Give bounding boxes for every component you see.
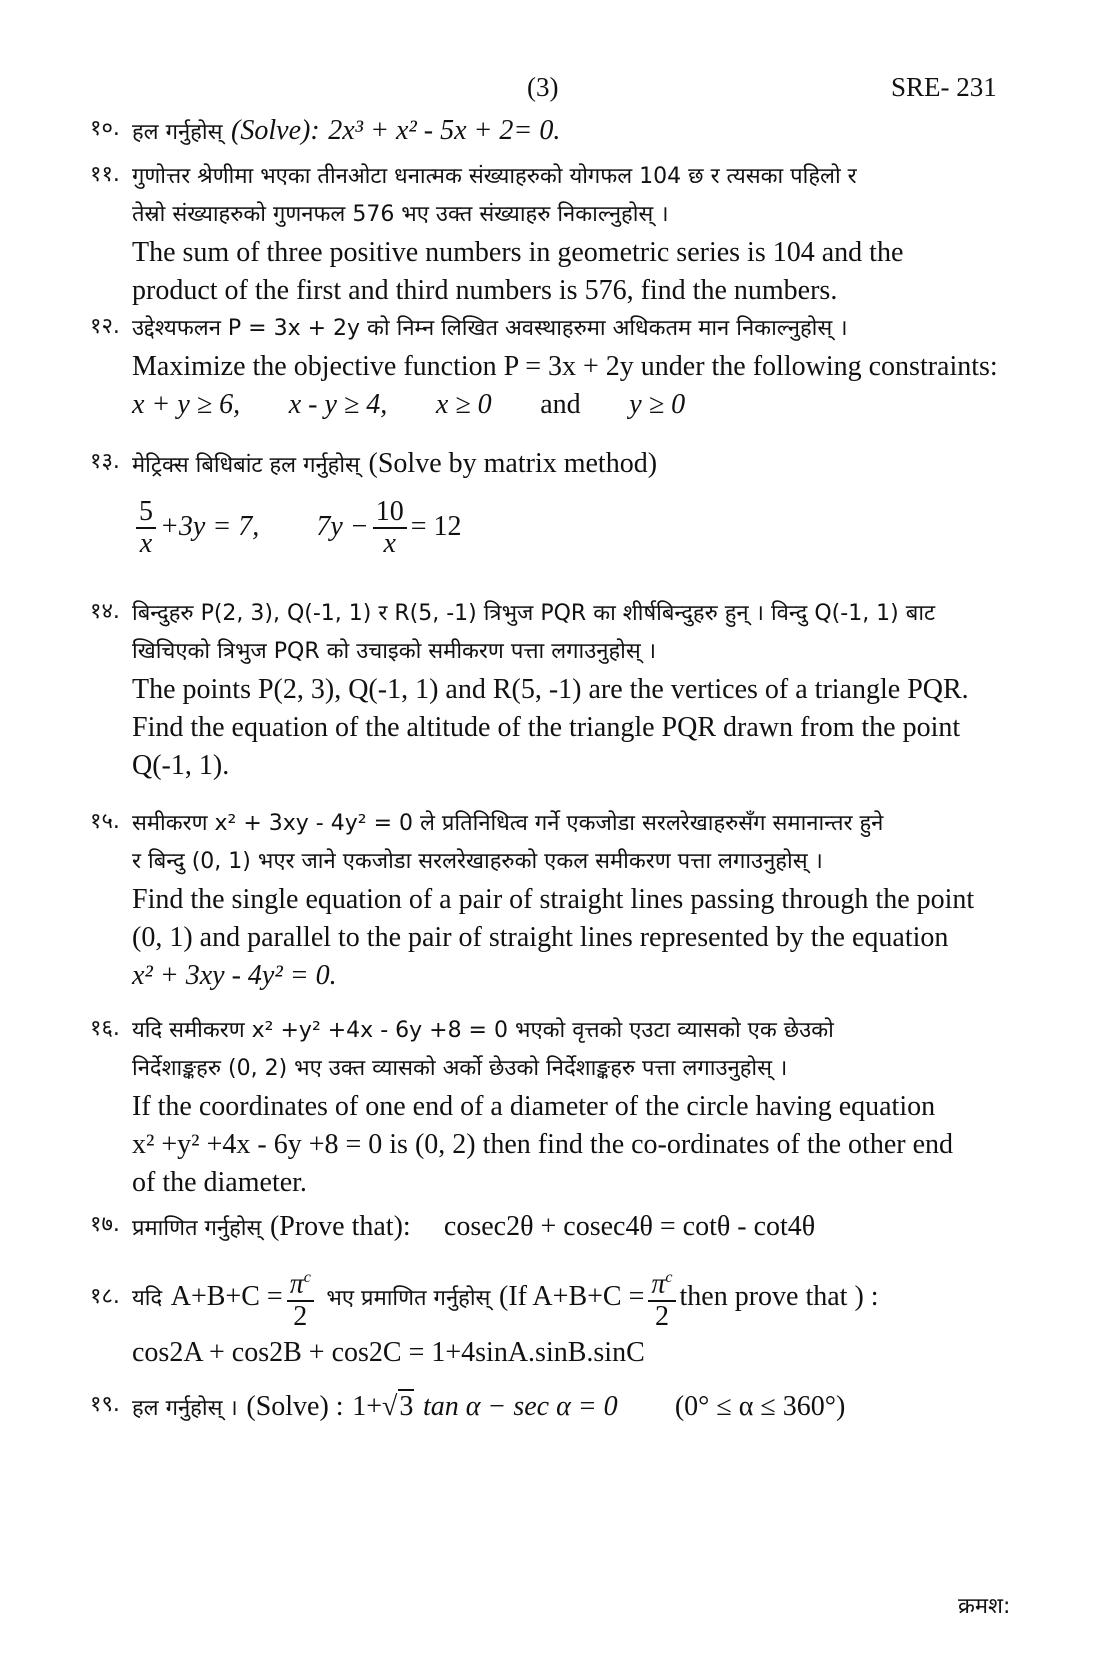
denominator: 2 bbox=[293, 1300, 308, 1332]
english-line: Find the equation of the altitude of the triangle PQR drawn from the point bbox=[132, 712, 961, 743]
english-text: then prove that ) : bbox=[679, 1281, 879, 1312]
nepali-line: उद्देश्यफलन P = 3x + 2y को निम्न लिखित अवस्थाहरुमा अधिकतम मान निकाल्नुहोस् । bbox=[132, 316, 848, 341]
english-text: (Solve by matrix method) bbox=[368, 448, 658, 479]
superscript: c bbox=[665, 1269, 673, 1287]
fraction bbox=[648, 1263, 675, 1331]
english-line: Q(-1, 1). bbox=[132, 750, 230, 781]
question-number: १८. bbox=[90, 1284, 120, 1309]
nepali-text: यदि bbox=[132, 1286, 163, 1311]
fraction bbox=[136, 497, 156, 559]
english-line: product of the first and third numbers is 576, find the numbers. bbox=[132, 275, 838, 306]
nepali-text: मेट्रिक्स बिधिबांट हल गर्नुहोस् bbox=[132, 453, 360, 478]
english-line: x² +y² +4x - 6y +8 = 0 is (0, 2) then find the co-ordinates of the other end bbox=[132, 1129, 953, 1160]
nepali-line: बिन्दुहरु P(2, 3), Q(-1, 1) र R(5, -1) त्रिभुज PQR का शीर्षबिन्दुहरु हुन् । विन्दु Q(-1, 1) बाट bbox=[132, 601, 936, 626]
english-line: Maximize the objective function P = 3x + 2y under the following constraints: bbox=[132, 351, 998, 382]
question-number: ११. bbox=[90, 162, 120, 187]
constraint: x ≥ 0 bbox=[435, 389, 492, 420]
english-line: If the coordinates of one end of a diameter of the circle having equation bbox=[132, 1091, 936, 1122]
question-number: १४. bbox=[90, 599, 120, 624]
equation: cosec2θ + cosec4θ = cotθ - cot4θ bbox=[443, 1211, 816, 1242]
fraction bbox=[287, 1263, 314, 1331]
question-number: १६. bbox=[90, 1016, 120, 1041]
nepali-text: हल गर्नुहोस् । bbox=[132, 1396, 238, 1421]
nepali-line: निर्देशाङ्कहरु (0, 2) भए उक्त व्यासको अर्को छेउको निर्देशाङ्कहरु पत्ता लगाउनुहोस् । bbox=[132, 1056, 788, 1081]
denominator: 2 bbox=[654, 1300, 669, 1332]
nepali-text: भए प्रमाणित गर्नुहोस् bbox=[326, 1286, 491, 1311]
question-13 bbox=[90, 445, 1020, 563]
question-16 bbox=[90, 1012, 1020, 1202]
nepali-line: खिचिएको त्रिभुज PQR को उचाइको समीकरण पत्ता लगाउनुहोस् । bbox=[132, 639, 657, 664]
question-number: १९. bbox=[90, 1392, 120, 1417]
question-17 bbox=[90, 1208, 1020, 1248]
fraction bbox=[373, 497, 407, 559]
sqrt-sign: √ bbox=[381, 1391, 398, 1422]
denominator: x bbox=[139, 527, 153, 559]
question-15 bbox=[90, 805, 1020, 995]
constraint: x + y ≥ 6, bbox=[132, 389, 241, 420]
english-text: (Prove that): bbox=[269, 1211, 411, 1242]
condition: A+B+C = bbox=[170, 1281, 283, 1312]
conjunction: and bbox=[540, 389, 581, 420]
equation-part: tan α − sec α = 0 bbox=[422, 1391, 618, 1422]
equation-line: x² + 3xy - 4y² = 0. bbox=[132, 960, 337, 991]
question-14 bbox=[90, 595, 1020, 785]
english-line: The sum of three positive numbers in geometric series is 104 and the bbox=[132, 237, 904, 268]
question-10 bbox=[90, 112, 1020, 152]
question-number: १५. bbox=[90, 809, 120, 834]
equation: 2x³ + x² - 5x + 2= 0. bbox=[328, 115, 561, 146]
equation-part: = 12 bbox=[410, 511, 462, 542]
nepali-text: हल गर्नुहोस् bbox=[132, 120, 223, 145]
question-19 bbox=[90, 1388, 1020, 1428]
pi-symbol: π bbox=[651, 1268, 666, 1300]
nepali-line: तेस्रो संख्याहरुको गुणनफल 576 भए उक्त संख्याहरु निकाल्नुहोस् । bbox=[132, 202, 669, 227]
english-line: of the diameter. bbox=[132, 1167, 307, 1198]
continued-label: क्रमश: bbox=[958, 1594, 1011, 1619]
english-text: (Solve): bbox=[231, 115, 320, 146]
nepali-text: प्रमाणित गर्नुहोस् bbox=[132, 1216, 262, 1241]
english-line: The points P(2, 3), Q(-1, 1) and R(5, -1) are the vertices of a triangle PQR. bbox=[132, 674, 969, 705]
question-number: १०. bbox=[90, 116, 120, 141]
question-line bbox=[132, 1208, 1020, 1248]
question-number: १७. bbox=[90, 1212, 120, 1237]
question-line bbox=[132, 1388, 1020, 1428]
range: (0° ≤ α ≤ 360°) bbox=[674, 1391, 846, 1422]
page-number: (3) bbox=[527, 72, 559, 102]
english-text: (Solve) : bbox=[246, 1391, 344, 1422]
english-text: (If A+B+C = bbox=[499, 1281, 645, 1312]
question-11 bbox=[90, 158, 1020, 310]
equation-line: cos2A + cos2B + cos2C = 1+4sinA.sinB.sinC bbox=[132, 1337, 645, 1368]
nepali-line: र बिन्दु (0, 1) भएर जाने एकजोडा सरलरेखाहरुको एकल समीकरण पत्ता लगाउनुहोस् । bbox=[132, 849, 823, 874]
numerator: 5 bbox=[136, 497, 156, 529]
sqrt-argument: 3 bbox=[399, 1391, 414, 1422]
question-line bbox=[132, 112, 1020, 152]
constraint: y ≥ 0 bbox=[629, 389, 686, 420]
nepali-line: गुणोत्तर श्रेणीमा भएका तीनओटा धनात्मक संख्याहरुको योगफल 104 छ र त्यसका पहिलो र bbox=[132, 164, 857, 189]
constraints-line bbox=[132, 386, 1020, 424]
english-line: Find the single equation of a pair of straight lines passing through the point bbox=[132, 884, 975, 915]
denominator: x bbox=[383, 527, 396, 559]
numerator: 10 bbox=[373, 497, 407, 529]
equations-line bbox=[132, 491, 1020, 563]
equation-part: 7y − bbox=[316, 511, 369, 542]
paper-code: SRE- 231 bbox=[891, 72, 997, 102]
superscript: c bbox=[303, 1269, 311, 1287]
equation-part: 1+ bbox=[352, 1391, 382, 1422]
question-line bbox=[132, 445, 1020, 485]
question-18 bbox=[90, 1262, 1020, 1372]
question-number: १३. bbox=[90, 449, 120, 474]
question-number: १२. bbox=[90, 314, 120, 339]
nepali-line: समीकरण x² + 3xy - 4y² = 0 ले प्रतिनिधित्व गर्ने एकजोडा सरलरेखाहरुसँग समानान्तर हुने bbox=[132, 811, 884, 836]
constraint: x - y ≥ 4, bbox=[288, 389, 388, 420]
english-line: (0, 1) and parallel to the pair of straight lines represented by the equation bbox=[132, 922, 949, 953]
pi-symbol: π bbox=[289, 1268, 304, 1300]
equation-part: +3y = 7, bbox=[160, 511, 260, 542]
nepali-line: यदि समीकरण x² +y² +4x - 6y +8 = 0 भएको वृत्तको एउटा व्यासको एक छेउको bbox=[132, 1018, 834, 1043]
question-12 bbox=[90, 310, 1020, 424]
question-line bbox=[132, 1262, 1020, 1334]
